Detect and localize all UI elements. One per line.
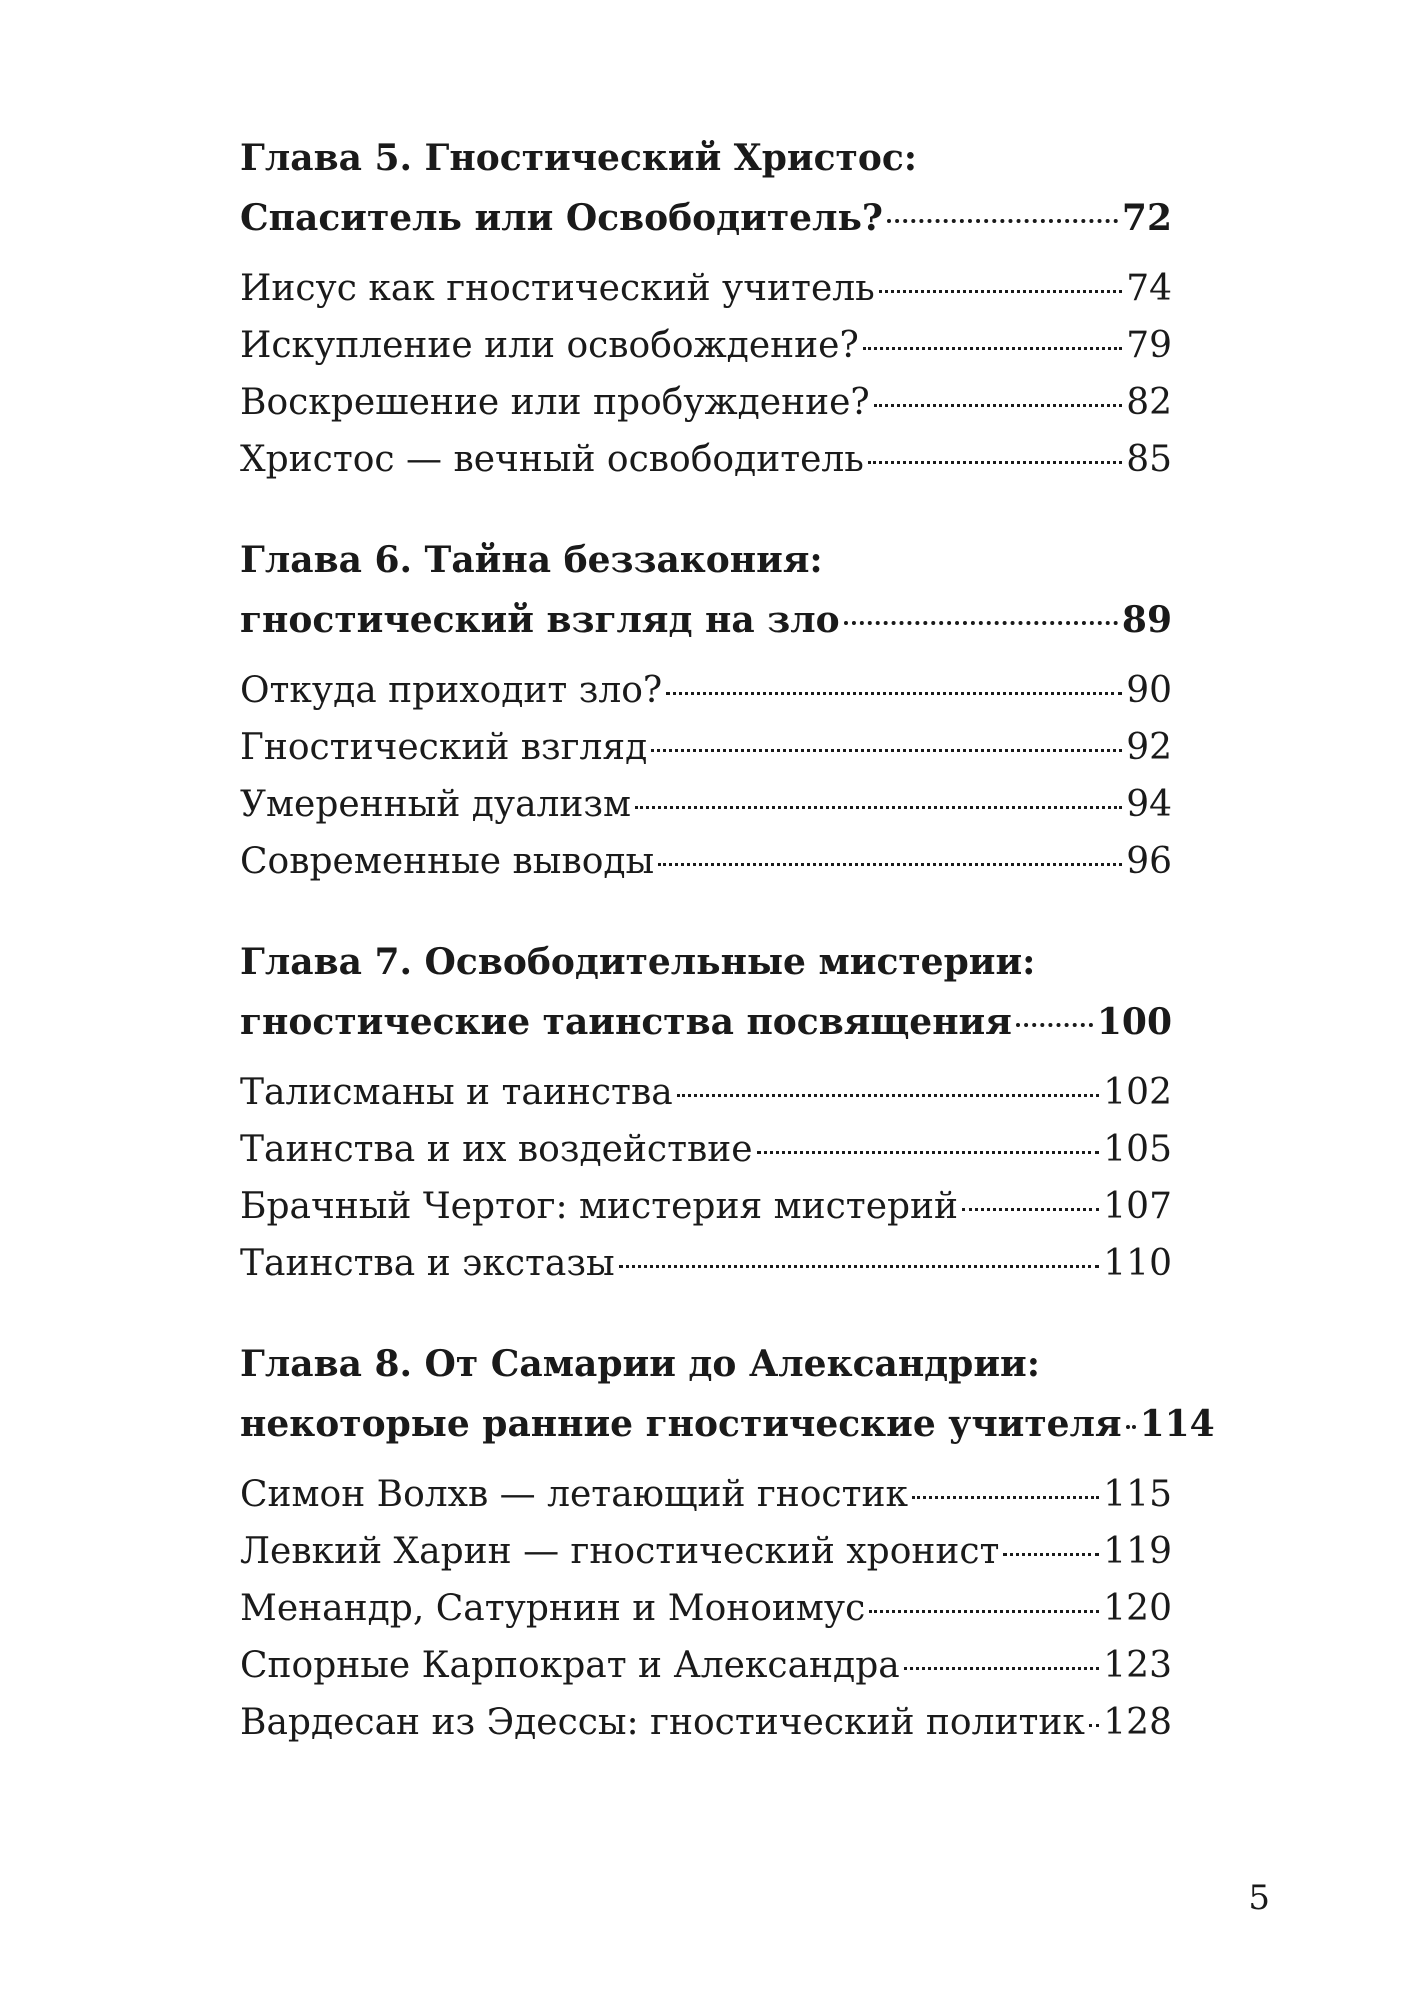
section-page-number: 90 <box>1126 670 1172 711</box>
section-entry <box>240 1580 1172 1637</box>
section-title: Талисманы и таинства <box>240 1072 673 1113</box>
dot-leader <box>1089 1724 1099 1727</box>
chapter-title-text: гностические таинства посвящения <box>240 1001 1012 1043</box>
section-list <box>240 260 1172 488</box>
section-title: Христос — вечный освободитель <box>240 439 864 480</box>
chapter-title-line1: Глава 7. Освободительные мистерии: <box>240 941 1036 983</box>
dot-leader <box>651 749 1122 752</box>
dot-leader <box>757 1151 1100 1154</box>
chapter-title-text: некоторые ранние гностические учителя <box>240 1403 1122 1445</box>
section-entry <box>240 776 1172 833</box>
chapter-title-line2 <box>240 992 1172 1052</box>
section-entry <box>240 1694 1172 1751</box>
chapter-title-line2 <box>240 188 1172 248</box>
section-page-number: 110 <box>1103 1243 1172 1284</box>
section-entry <box>240 719 1172 776</box>
section-page-number: 102 <box>1103 1072 1172 1113</box>
chapter-title <box>240 128 1172 248</box>
section-entry <box>240 662 1172 719</box>
section-title: Левкий Харин — гностический хронист <box>240 1531 1000 1572</box>
dot-leader <box>904 1667 1100 1670</box>
section-entry <box>240 833 1172 890</box>
dot-leader <box>962 1208 1099 1211</box>
chapter-title-line1: Глава 6. Тайна беззакония: <box>240 539 823 581</box>
section-title: Искупление или освобождение? <box>240 325 859 366</box>
section-page-number: 92 <box>1126 727 1172 768</box>
dot-leader <box>869 1610 1099 1613</box>
chapter-title-line2 <box>240 590 1172 650</box>
dot-leader <box>874 404 1122 407</box>
dot-leader <box>1016 1023 1093 1027</box>
section-page-number: 79 <box>1126 325 1172 366</box>
dot-leader <box>677 1094 1100 1097</box>
dot-leader <box>863 347 1122 350</box>
chapter-page-number: 89 <box>1121 599 1172 641</box>
chapter-title-line1: Глава 5. Гностический Христос: <box>240 137 918 179</box>
section-list <box>240 1064 1172 1292</box>
section-entry <box>240 1637 1172 1694</box>
section-page-number: 128 <box>1103 1702 1172 1743</box>
chapter-6 <box>240 530 1172 890</box>
section-list <box>240 662 1172 890</box>
dot-leader <box>619 1265 1100 1268</box>
chapter-title-text: Спаситель или Освободитель? <box>240 197 883 239</box>
dot-leader <box>912 1496 1099 1499</box>
dot-leader <box>1003 1553 1099 1556</box>
section-page-number: 123 <box>1103 1645 1172 1686</box>
section-page-number: 74 <box>1126 268 1172 309</box>
section-title: Вардесан из Эдессы: гностический политик <box>240 1702 1085 1743</box>
section-title: Менандр, Сатурнин и Моноимус <box>240 1588 866 1629</box>
dot-leader <box>844 621 1118 625</box>
section-page-number: 115 <box>1103 1474 1172 1515</box>
section-title: Умеренный дуализм <box>240 784 632 825</box>
section-title: Откуда приходит зло? <box>240 670 663 711</box>
section-page-number: 120 <box>1103 1588 1172 1629</box>
chapter-title <box>240 932 1172 1052</box>
section-entry <box>240 431 1172 488</box>
chapter-title-text: гностический взгляд на зло <box>240 599 840 641</box>
chapter-title-line1: Глава 8. От Самарии до Александрии: <box>240 1343 1041 1385</box>
chapter-7 <box>240 932 1172 1292</box>
section-title: Современные выводы <box>240 841 655 882</box>
section-entry <box>240 1064 1172 1121</box>
section-page-number: 82 <box>1126 382 1172 423</box>
section-title: Воскрешение или пробуждение? <box>240 382 870 423</box>
dot-leader <box>887 219 1118 223</box>
dot-leader <box>666 692 1122 695</box>
chapter-page-number: 100 <box>1096 1001 1172 1043</box>
chapter-title-line2 <box>240 1394 1215 1454</box>
section-entry <box>240 1178 1172 1235</box>
section-page-number: 119 <box>1103 1531 1172 1572</box>
dot-leader <box>1126 1425 1136 1429</box>
section-title: Брачный Чертог: мистерия мистерий <box>240 1186 959 1227</box>
section-title: Симон Волхв — летающий гностик <box>240 1474 909 1515</box>
page-folio: 5 <box>1248 1878 1270 1918</box>
section-entry <box>240 317 1172 374</box>
table-of-contents <box>240 128 1215 1793</box>
dot-leader <box>879 290 1122 293</box>
chapter-8 <box>240 1334 1215 1751</box>
section-entry <box>240 1466 1172 1523</box>
chapter-title <box>240 1334 1215 1454</box>
chapter-title <box>240 530 1172 650</box>
chapter-page-number: 114 <box>1139 1403 1215 1445</box>
section-page-number: 96 <box>1126 841 1172 882</box>
section-list <box>240 1466 1172 1751</box>
dot-leader <box>635 806 1122 809</box>
section-title: Таинства и их воздействие <box>240 1129 753 1170</box>
section-entry <box>240 1523 1172 1580</box>
section-page-number: 105 <box>1103 1129 1172 1170</box>
section-page-number: 85 <box>1126 439 1172 480</box>
chapter-5 <box>240 128 1172 488</box>
section-title: Иисус как гностический учитель <box>240 268 875 309</box>
section-entry <box>240 260 1172 317</box>
section-title: Спорные Карпократ и Александра <box>240 1645 900 1686</box>
section-page-number: 94 <box>1126 784 1172 825</box>
dot-leader <box>868 461 1122 464</box>
section-page-number: 107 <box>1103 1186 1172 1227</box>
chapter-page-number: 72 <box>1121 197 1172 239</box>
section-entry <box>240 1121 1172 1178</box>
section-entry <box>240 1235 1172 1292</box>
section-entry <box>240 374 1172 431</box>
dot-leader <box>658 863 1122 866</box>
section-title: Гностический взгляд <box>240 727 648 768</box>
section-title: Таинства и экстазы <box>240 1243 615 1284</box>
